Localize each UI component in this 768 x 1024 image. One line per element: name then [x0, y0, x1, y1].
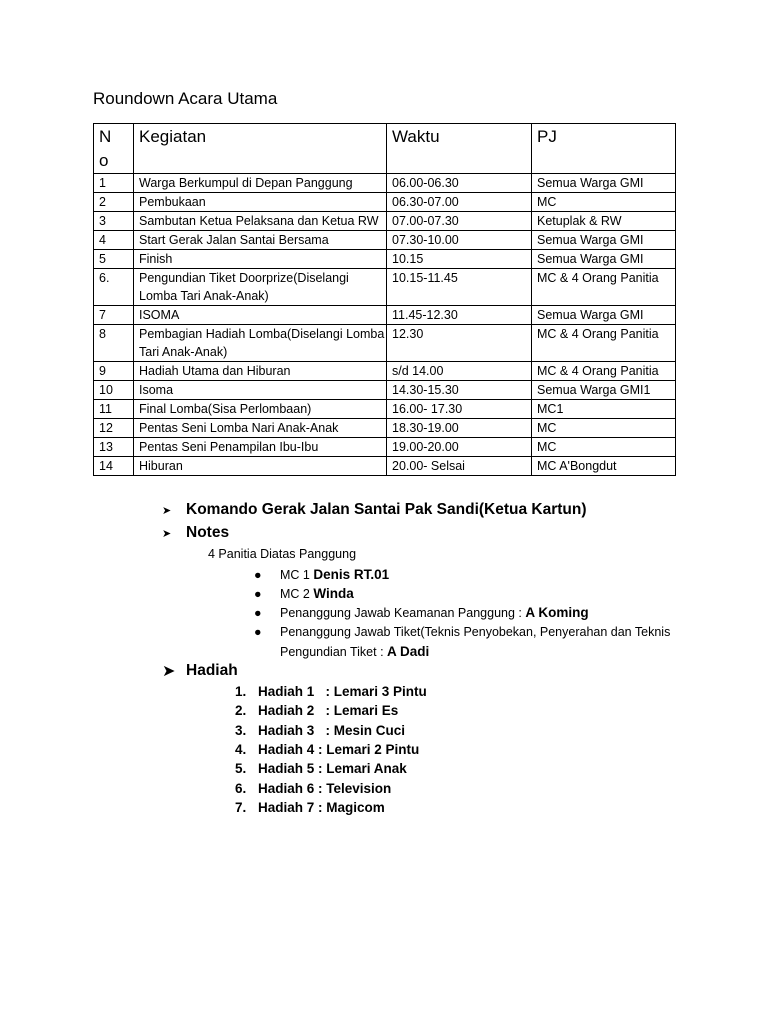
table-header-row	[94, 124, 676, 174]
table-row	[94, 193, 676, 212]
cell-pj: MC & 4 Orang Panitia	[532, 325, 676, 362]
komando-text: Komando Gerak Jalan Santai Pak Sandi(Ketua Kartun)	[186, 501, 587, 518]
hadiah-item-number: 3.	[235, 722, 247, 738]
cell-waktu: 06.30-07.00	[387, 193, 532, 212]
cell-pj: Semua Warga GMI	[532, 306, 676, 325]
cell-kegiatan: Pentas Seni Lomba Nari Anak-Anak	[134, 419, 387, 438]
hadiah-item-number: 2.	[235, 703, 247, 719]
cell-waktu: 20.00- Selsai	[387, 457, 532, 476]
cell-kegiatan: Pengundian Tiket Doorprize(Diselangi Lomba Tari Anak-Anak)	[134, 269, 387, 306]
cell-no: 2	[94, 193, 134, 212]
cell-waktu: 12.30	[387, 325, 532, 362]
hadiah-item-text: Hadiah 7 : Magicom	[258, 799, 385, 815]
cell-kegiatan: Pembukaan	[134, 193, 387, 212]
table-row	[94, 174, 676, 193]
round-bullet-icon: ●	[254, 625, 262, 639]
notes-item-label: Penanggung Jawab Tiket(Teknis Penyobekan, Penyerahan dan Teknis Pengundian Tiket :	[280, 625, 671, 659]
cell-pj: Semua Warga GMI1	[532, 381, 676, 400]
round-bullet-icon: ●	[254, 606, 262, 620]
table-row	[94, 457, 676, 476]
hadiah-item-number: 6.	[235, 780, 247, 796]
arrowhead-bullet-icon: ➤	[162, 663, 176, 680]
table-row	[94, 250, 676, 269]
round-bullet-icon: ●	[254, 568, 262, 582]
cell-kegiatan: Finish	[134, 250, 387, 269]
table-body	[94, 174, 676, 476]
notes-list-item	[254, 565, 684, 585]
page-title: Roundown Acara Utama	[93, 89, 278, 108]
cell-waktu: 10.15	[387, 250, 532, 269]
cell-no: 10	[94, 381, 134, 400]
cell-kegiatan: Warga Berkumpul di Depan Panggung	[134, 174, 387, 193]
cell-no: 14	[94, 457, 134, 476]
hadiah-heading: Hadiah	[186, 662, 238, 679]
notes-list-item	[254, 584, 684, 604]
hadiah-item-text: Hadiah 6 : Television	[258, 780, 392, 796]
cell-pj: MC A'Bongdut	[532, 457, 676, 476]
hadiah-item-number: 7.	[235, 799, 247, 815]
notes-list-item	[254, 603, 684, 623]
cell-no: 6.	[94, 269, 134, 306]
cell-pj: Ketuplak & RW	[532, 212, 676, 231]
cell-no: 8	[94, 325, 134, 362]
hadiah-item	[235, 781, 391, 796]
table-row	[94, 325, 676, 362]
cell-kegiatan: Isoma	[134, 381, 387, 400]
hadiah-item-text: Hadiah 4 : Lemari 2 Pintu	[258, 741, 420, 757]
notes-item-value: A Dadi	[387, 644, 430, 659]
hadiah-item-text: Hadiah 3 : Mesin Cuci	[258, 722, 406, 738]
notes-subheading: 4 Panitia Diatas Panggung	[208, 547, 357, 561]
cell-no: 9	[94, 362, 134, 381]
cell-waktu: 14.30-15.30	[387, 381, 532, 400]
cell-kegiatan: Sambutan Ketua Pelaksana dan Ketua RW	[134, 212, 387, 231]
arrowhead-bullet-icon: ➤	[162, 527, 172, 540]
cell-no: 12	[94, 419, 134, 438]
hadiah-item-number: 5.	[235, 761, 247, 777]
cell-kegiatan: Final Lomba(Sisa Perlombaan)	[134, 400, 387, 419]
table-row	[94, 362, 676, 381]
cell-kegiatan: Hadiah Utama dan Hiburan	[134, 362, 387, 381]
hadiah-item-number: 4.	[235, 741, 247, 757]
header-pj: PJ	[532, 124, 676, 174]
notes-list-item	[254, 623, 684, 662]
hadiah-item	[235, 761, 407, 776]
hadiah-heading-item	[162, 661, 238, 681]
table-row	[94, 306, 676, 325]
hadiah-item-text: Hadiah 1 : Lemari 3 Pintu	[258, 684, 427, 699]
cell-no: 1	[94, 174, 134, 193]
cell-kegiatan: ISOMA	[134, 306, 387, 325]
notes-item-value: A Koming	[525, 605, 589, 620]
arrowhead-bullet-icon: ➤	[162, 504, 172, 517]
header-kegiatan: Kegiatan	[134, 124, 387, 174]
notes-item-label: MC 2	[280, 587, 314, 601]
hadiah-item-number: 1.	[235, 684, 247, 699]
cell-pj: Semua Warga GMI	[532, 231, 676, 250]
cell-no: 4	[94, 231, 134, 250]
table-row	[94, 231, 676, 250]
cell-pj: MC	[532, 193, 676, 212]
table-row	[94, 400, 676, 419]
table-row	[94, 212, 676, 231]
cell-pj: MC & 4 Orang Panitia	[532, 269, 676, 306]
cell-no: 3	[94, 212, 134, 231]
round-bullet-icon: ●	[254, 587, 262, 601]
cell-waktu: 07.00-07.30	[387, 212, 532, 231]
cell-waktu: 07.30-10.00	[387, 231, 532, 250]
notes-item-value: Winda	[313, 586, 354, 601]
cell-kegiatan: Pentas Seni Penampilan Ibu-Ibu	[134, 438, 387, 457]
cell-waktu: 16.00- 17.30	[387, 400, 532, 419]
table-row	[94, 381, 676, 400]
cell-no: 7	[94, 306, 134, 325]
header-no: N o	[94, 124, 134, 174]
notes-item-label: MC 1	[280, 568, 314, 582]
cell-pj: Semua Warga GMI	[532, 174, 676, 193]
cell-no: 13	[94, 438, 134, 457]
notes-heading: Notes	[186, 524, 230, 541]
hadiah-item	[235, 684, 427, 699]
cell-no: 5	[94, 250, 134, 269]
cell-kegiatan: Pembagian Hadiah Lomba(Diselangi Lomba Tari Anak-Anak)	[134, 325, 387, 362]
notes-item-value: Denis RT.01	[313, 567, 390, 582]
notes-item-label: Penanggung Jawab Keamanan Panggung :	[280, 606, 526, 620]
hadiah-item	[235, 703, 398, 718]
hadiah-item	[235, 800, 385, 815]
header-waktu: Waktu	[387, 124, 532, 174]
cell-waktu: 10.15-11.45	[387, 269, 532, 306]
cell-pj: Semua Warga GMI	[532, 250, 676, 269]
table-row	[94, 269, 676, 306]
hadiah-item	[235, 742, 419, 757]
cell-kegiatan: Hiburan	[134, 457, 387, 476]
table-row	[94, 419, 676, 438]
notes-heading-item	[162, 524, 229, 542]
cell-waktu: 18.30-19.00	[387, 419, 532, 438]
komando-item	[162, 501, 587, 519]
hadiah-item	[235, 723, 405, 738]
cell-waktu: 11.45-12.30	[387, 306, 532, 325]
cell-pj: MC	[532, 438, 676, 457]
cell-no: 11	[94, 400, 134, 419]
cell-kegiatan: Start Gerak Jalan Santai Bersama	[134, 231, 387, 250]
cell-pj: MC & 4 Orang Panitia	[532, 362, 676, 381]
hadiah-item-text: Hadiah 2 : Lemari Es	[258, 703, 399, 719]
cell-waktu: 06.00-06.30	[387, 174, 532, 193]
table-row	[94, 438, 676, 457]
rundown-table	[93, 123, 676, 476]
cell-waktu: s/d 14.00	[387, 362, 532, 381]
cell-pj: MC	[532, 419, 676, 438]
cell-waktu: 19.00-20.00	[387, 438, 532, 457]
cell-pj: MC1	[532, 400, 676, 419]
hadiah-item-text: Hadiah 5 : Lemari Anak	[258, 761, 407, 777]
